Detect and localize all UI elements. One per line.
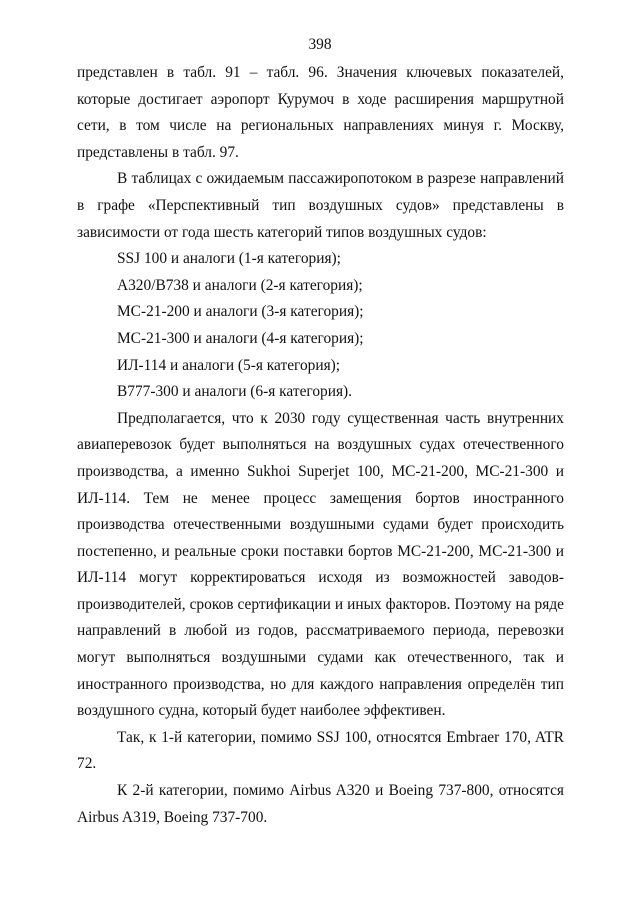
paragraph-category-1-examples: Так, к 1-й категории, помимо SSJ 100, относятся Embraer 170, ATR 72. [77, 728, 564, 773]
paragraph-aircraft-categories-intro: В таблицах с ожидаемым пассажиропотоком в разрезе направлений в графе «Перспективный тип воздушных судов» представлены в зависимости от года шесть категорий типов воздушных судов: [77, 170, 564, 241]
page-number: 398 [308, 36, 332, 53]
paragraph-category-2-examples: К 2-й категории, помимо Airbus A320 и Boeing 737-800, относятся Airbus A319, Boeing 737-700. [77, 782, 564, 826]
list-item-category-2: А320/В738 и аналоги (2-я категория); [117, 276, 363, 294]
list-item-category-5: ИЛ-114 и аналоги (5-я категория); [117, 356, 341, 374]
paragraph-continuation: представлен в табл. 91 – табл. 96. Значения ключевых показателей, которые достигает аэропорт Курумоч в ходе расширения маршрутной сети, в том числе на региональных направлениях минуя г. Москву, представлены в табл. 97. [77, 64, 564, 161]
list-item-category-1: SSJ 100 и аналоги (1-я категория); [117, 250, 341, 268]
paragraph-domestic-aircraft-2030: Предполагается, что к 2030 году существенная часть внутренних авиаперевозок будет выполняться на воздушных судах отечественного производства, а именно Sukhoi Superjet 100, МС-21-200, МС-21-300 и ИЛ-114. Тем не менее процесс замещения бортов иностранного производства отечественными воздушными судами будет происходить постепенно, и реальные сроки поставки бортов МС-21-200, МС-21-300 и ИЛ-114 могут корректироваться исходя из возможностей заводов-производителей, сроков сертификации и иных факторов. Поэтому на ряде направлений в любой из годов, рассматриваемого периода, перевозки могут выполняться воздушными судами как отечественного, так и иностранного производства, но для каждого направления определён тип воздушного судна, который будет наиболее эффективен. [77, 409, 564, 720]
list-item-category-3: МС-21-200 и аналоги (3-я категория); [117, 303, 364, 321]
document-body [77, 60, 564, 831]
list-item-category-6: В777-300 и аналоги (6-я категория). [117, 383, 353, 401]
list-item-category-4: МС-21-300 и аналоги (4-я категория); [117, 329, 364, 347]
